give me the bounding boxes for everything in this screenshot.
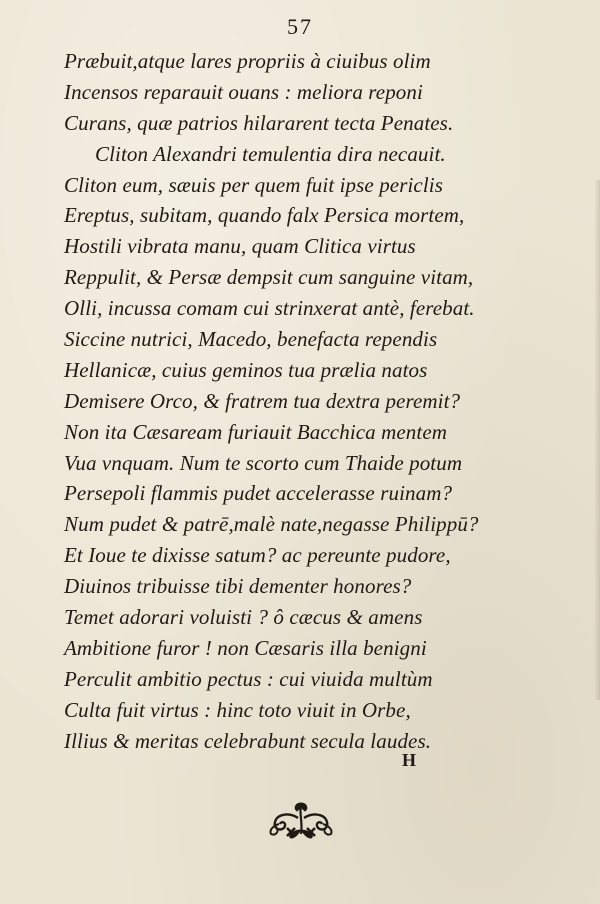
- page-shadow-edge: [594, 180, 600, 700]
- verse-line: Persepoli flammis pudet accelerasse ruinam?: [64, 481, 453, 506]
- verse-line: Non ita Cæsaream furiauit Bacchica mentem: [64, 419, 448, 444]
- verse-line: Et Ioue te dixisse satum? ac pereunte pudore,: [64, 543, 451, 568]
- verse-line: Ambitione furor ! non Cæsaris illa benigni: [64, 635, 427, 660]
- verse-line: Temet adorari voluisti ? ô cæcus & amens: [64, 605, 423, 630]
- page-number: 57: [287, 14, 313, 39]
- printers-fleuron-ornament-icon: [265, 800, 337, 840]
- verse-line: Ereptus, subitam, quando falx Persica mortem,: [64, 203, 465, 228]
- verse-line: Num pudet & patrē,malè nate,negasse Philippū?: [64, 512, 479, 537]
- verse-line: Incensos reparauit ouans : meliora reponi: [64, 79, 423, 104]
- verse-line: Præbuit,atque lares propriis à ciuibus olim: [64, 49, 431, 73]
- verse-line: Reppulit, & Persæ dempsit cum sanguine vitam,: [64, 265, 474, 290]
- verse-block: [64, 46, 544, 756]
- verse-line: Illius & meritas celebrabunt secula laudes.: [64, 728, 432, 753]
- verse-line: Hostili vibrata manu, quam Clitica virtus: [64, 234, 416, 259]
- verse-line: Cliton eum, sæuis per quem fuit ipse periclis: [64, 172, 443, 197]
- section-heading-line: Cliton Alexandri temulentia dira necauit.: [95, 141, 446, 166]
- verse-line: Culta fuit virtus : hinc toto viuit in Orbe,: [64, 697, 411, 722]
- verse-line: Perculit ambitio pectus : cui viuida multùm: [64, 666, 433, 691]
- verse-line: Olli, incussa comam cui strinxerat antè, ferebat.: [64, 296, 475, 321]
- verse-line: Curans, quæ patrios hilararent tecta Penates.: [64, 110, 454, 135]
- verse-line: Vua vnquam. Num te scorto cum Thaide potum: [64, 450, 463, 475]
- verse-line: Demisere Orco, & fratrem tua dextra peremit?: [64, 388, 461, 413]
- verse-line: Siccine nutrici, Macedo, benefacta rependis: [64, 327, 438, 352]
- verse-line: Hellanicæ, cuius geminos tua prælia natos: [64, 357, 428, 382]
- signature-mark: H: [402, 750, 417, 770]
- verse-line: Diuinos tribuisse tibi dementer honores?: [64, 574, 412, 599]
